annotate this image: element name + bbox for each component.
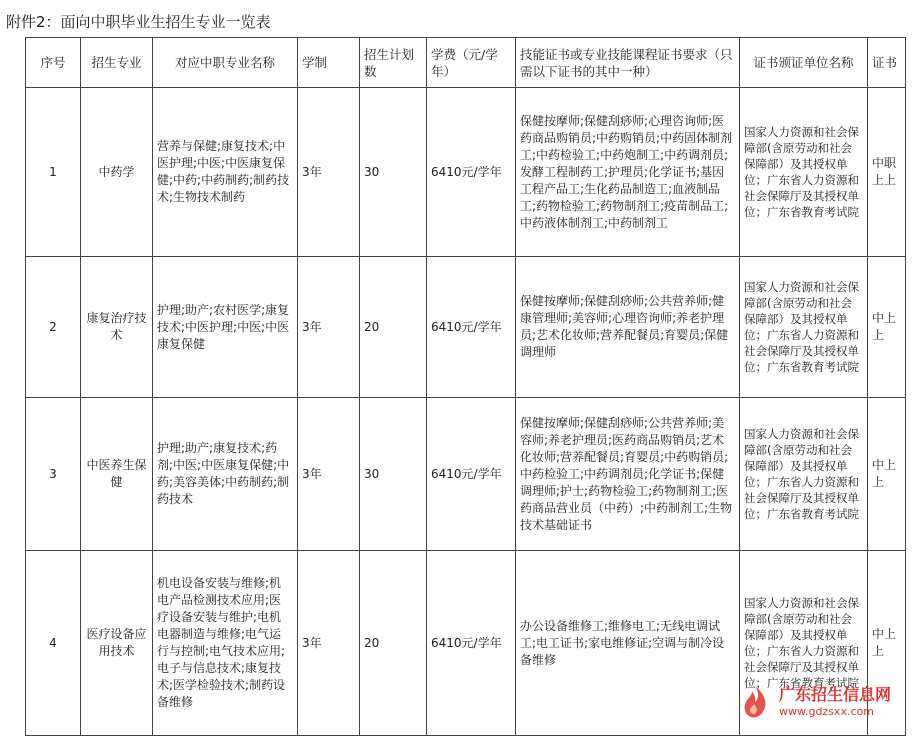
cell-duration: 3年 xyxy=(298,398,360,551)
cell-plan: 30 xyxy=(360,398,427,551)
cell-duration: 3年 xyxy=(298,551,360,736)
header-cert: 技能证书或专业技能课程证书要求（只需以下证书的其中一种） xyxy=(516,38,740,88)
header-plan: 招生计划数 xyxy=(360,38,427,88)
cell-plan: 30 xyxy=(360,88,427,257)
table-row xyxy=(26,257,906,398)
watermark-name: 广东招生信息网 xyxy=(778,685,891,704)
cell-issuer: 国家人力资源和社会保障部(含原劳动和社会保障部）及其授权单位；广东省人力资源和社会保障厅及其授权单位；广东省教育考试院 xyxy=(740,257,868,398)
cell-issuer: 国家人力资源和社会保障部(含原劳动和社会保障部）及其授权单位；广东省人力资源和社会保障厅及其授权单位；广东省教育考试院 xyxy=(740,398,868,551)
cell-vocational: 护理;助产;农村医学;康复技术;中医护理;中医;中医康复保健 xyxy=(153,257,298,398)
table-row xyxy=(26,88,906,257)
cell-last: 中职上上 xyxy=(868,88,906,257)
cell-seq: 4 xyxy=(26,551,81,736)
table-header-row xyxy=(26,38,906,88)
cell-seq: 1 xyxy=(26,88,81,257)
cell-last: 中上上 xyxy=(868,551,906,736)
cell-plan: 20 xyxy=(360,551,427,736)
cell-issuer: 国家人力资源和社会保障部(含原劳动和社会保障部）及其授权单位；广东省人力资源和社会保障厅及其授权单位；广东省教育考试院 xyxy=(740,551,868,736)
cell-fee: 6410元/学年 xyxy=(427,398,516,551)
cell-cert: 保健按摩师;保健刮痧师;公共营养师;健康管理师;美容师;心理咨询师;养老护理员;艺术化妆师;营养配餐员;育婴员;保健调理师 xyxy=(516,257,740,398)
cell-major: 康复治疗技术 xyxy=(81,257,153,398)
cell-major: 中医养生保健 xyxy=(81,398,153,551)
cell-seq: 2 xyxy=(26,257,81,398)
cell-plan: 20 xyxy=(360,257,427,398)
cell-seq: 3 xyxy=(26,398,81,551)
cell-last: 中上上 xyxy=(868,398,906,551)
cell-duration: 3年 xyxy=(298,257,360,398)
header-duration: 学制 xyxy=(298,38,360,88)
cell-fee: 6410元/学年 xyxy=(427,551,516,736)
cell-vocational: 机电设备安装与维修;机电产品检测技术应用;医疗设备安装与维护;电机电器制造与维修;电气运行与控制;电气技术应用;电子与信息技术;康复技术;医学检验技术;制药设备维修 xyxy=(153,551,298,736)
cell-major: 中药学 xyxy=(81,88,153,257)
cell-cert: 保健按摩师;保健刮痧师;心理咨询师;医药商品购销员;中药购销员;中药固体制剂工;中药检验工;中药炮制工;中药调剂员;发酵工程制药工;护理员;化学证书;基因工程产品工;生化药品制造工;血液制品工;药物检验工;药物制剂工;疫苗制品工;中药液体制剂工;中药制剂工 xyxy=(516,88,740,257)
flame-logo-icon xyxy=(735,682,775,722)
header-issuer: 证书颁证单位名称 xyxy=(740,38,868,88)
header-major: 招生专业 xyxy=(81,38,153,88)
cell-major: 医疗设备应用技术 xyxy=(81,551,153,736)
table-row xyxy=(26,398,906,551)
cell-fee: 6410元/学年 xyxy=(427,257,516,398)
header-fee: 学费（元/学年） xyxy=(427,38,516,88)
page-title: 附件2：面向中职毕业生招生专业一览表 xyxy=(6,13,271,31)
cell-fee: 6410元/学年 xyxy=(427,88,516,257)
cell-cert: 办公设备维修工;维修电工;无线电调试工;电工证书;家电维修证;空调与制冷设备维修 xyxy=(516,551,740,736)
watermark-url: www.gdzsxx.com xyxy=(778,705,874,718)
cell-cert: 保健按摩师;保健刮痧师;公共营养师;美容师;养老护理员;医药商品购销员;艺术化妆师;营养配餐员;育婴员;中药购销员;中药检验工;中药调剂员;化学证书;保健调理师;护士;药物检验工;药物制剂工;医药商品营业员（中药）;中药制剂工;生物技术基础证书 xyxy=(516,398,740,551)
header-seq: 序号 xyxy=(26,38,81,88)
cell-issuer: 国家人力资源和社会保障部(含原劳动和社会保障部）及其授权单位；广东省人力资源和社会保障厅及其授权单位；广东省教育考试院 xyxy=(740,88,868,257)
cell-vocational: 营养与保健;康复技术;中医护理;中医;中医康复保健;中药;中药制药;制药技术;生物技术制药 xyxy=(153,88,298,257)
header-vocational: 对应中职专业名称 xyxy=(153,38,298,88)
site-watermark xyxy=(735,682,891,722)
cell-duration: 3年 xyxy=(298,88,360,257)
cell-vocational: 护理;助产;康复技术;药剂;中医;中医康复保健;中药;美容美体;中药制药;制药技术 xyxy=(153,398,298,551)
cell-last: 中上上 xyxy=(868,257,906,398)
majors-table xyxy=(25,37,906,736)
header-last: 证书 xyxy=(868,38,906,88)
table-container xyxy=(25,37,917,738)
